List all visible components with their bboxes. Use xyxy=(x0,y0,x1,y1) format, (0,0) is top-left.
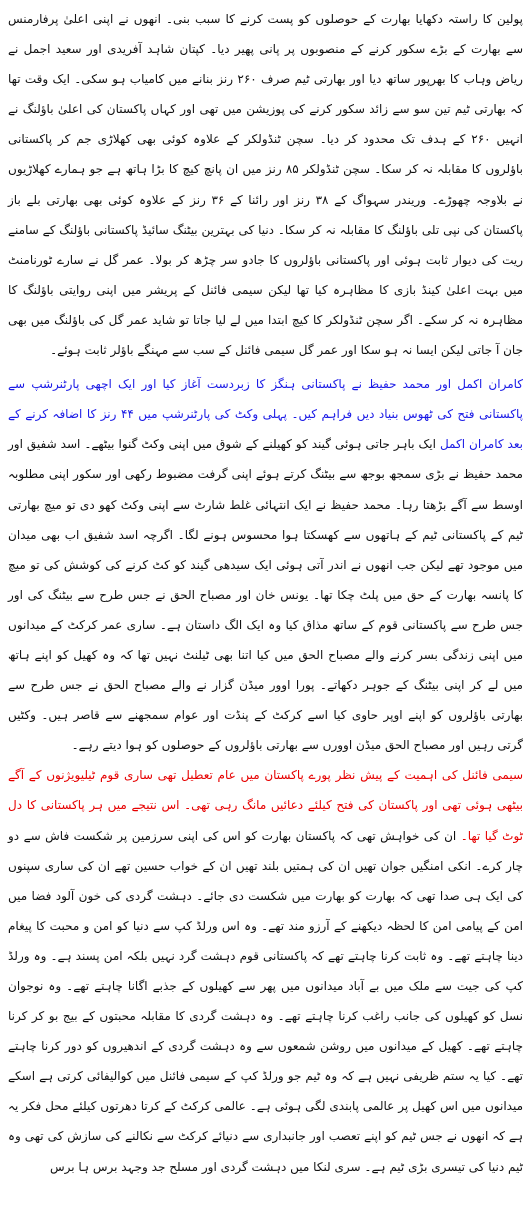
paragraph-2 xyxy=(8,369,523,760)
paragraph-3 xyxy=(8,760,523,1181)
paragraph-3-highlight: سیمی فائنل کی اہمیت کے پیش نظر پورے پاکستان میں عام تعطیل تھی ساری قوم ٹیلیویژنوں کے آگے بیٹھی ہوئی تھی اور پاکستان کی فتح کیلئے دعائیں مانگ رہی تھی۔ اس نتیجے میں ہر پاکستانی کا دل ٹوٹ گیا تھا۔ xyxy=(8,768,523,843)
paragraph-2-text: ایک باہر جاتی ہوئی گیند کو کھیلنے کے شوق میں اپنی وکٹ گنوا بیٹھے۔ اسد شفیق اور محمد حفیظ نے بڑی سمجھ بوجھ سے بیٹنگ کرتے ہوئے اپنی گرفت مضبوط رکھی اور سکور اپنی مطلوبہ اوسط سے آگے بڑھتا رہا۔ محمد حفیظ نے ایک انتہائی غلط شارٹ سے اپنی وکٹ کھو دی تو میچ بھارتی ٹیم کے پاکستانی ٹیم کے ہاتھوں سے کھسکتا ہوا محسوس ہونے لگا۔ اگرچہ اسد شفیق اب بھی میدان میں موجود تھے لیکن جب انھوں نے اندر آتی ہوئی ایک سیدھی گیند کو کٹ کرنے کی کوشش کی تو میچ کا پانسہ بھارت کے حق میں پلٹ چکا تھا۔ یونس خان اور مصباح الحق نے جس طرح سے بیٹنگ کی اور جس طرح سے پاکستانی قوم کے ساتھ مذاق کیا وہ ایک الگ داستان ہے۔ ساری عمر کرکٹ کے میدانوں میں اپنی زندگی بسر کرنے والے مصباح الحق میں کیا اتنا بھی ٹیلنٹ نہیں تھا کہ وہ کھیل کو اپنے ہاتھ میں لے کر اپنی بیٹنگ کے جوہر دکھاتے۔ پورا اوور میڈن گزار نے والے مصباح الحق نے جس طرح سے بھارتی باؤلروں کو اپنے اوپر حاوی کیا اسے کرکٹ کے پنڈت اور عوام سمجھنے سے قاصر ہیں۔ وکٹیں گرتی رہیں اور مصباح الحق میڈن اوورں سے بھارتی باؤلروں کے حوصلوں کو ہوا دیتے رہے۔ xyxy=(8,437,523,753)
paragraph-1-text: پولین کا راستہ دکھایا بھارت کے حوصلوں کو پست کرنے کا سبب بنی۔ انھوں نے اپنی اعلیٰ پرفارمنس سے بھارت کے بڑے سکور کرنے کے منصوبوں پر پانی پھیر دیا۔ کپتان شاہد آفریدی اور سعید اجمل نے ریاض وہاب کا بھرپور ساتھ دیا اور بھارتی ٹیم صرف ۲۶۰ رنز بنانے میں کامیاب ہو سکی۔ ایک وقت تھا کہ بھارتی ٹیم تین سو سے زائد سکور کرنے کی پوزیشن میں تھی اور کہاں پاکستان کی اعلیٰ باؤلنگ نے انہیں ۲۶۰ کے ہدف تک محدود کر دیا۔ سچن ٹنڈولکر کے علاوہ کوئی بھی کھلاڑی جم کر پاکستانی باؤلروں کا مقابلہ نہ کر سکا۔ سچن ٹنڈولکر ۸۵ رنز میں ان پانچ کیچ کا بڑا ہاتھ ہے جو ہمارے کھلاڑیوں نے بلاوجہ چھوڑے۔ وریندر سہواگ کے ۳۸ رنز اور رائنا کے ۳۶ رنز کے علاوہ کوئی بھی بھارتی بلے باز پاکستان کی نپی تلی باؤلنگ کا مقابلہ نہ کر سکا۔ دنیا کی بہترین بیٹنگ سائیڈ پاکستانی باؤلنگ کے سامنے ریت کی دیوار ثابت ہوئی اور پاکستانی باؤلروں کا جادو سر چڑھ کر بولا۔ عمر گل نے سارے ٹورنامنٹ میں بہت اعلیٰ کینڈ بازی کا مظاہرہ کیا تھا لیکن سیمی فائنل کے پریشر میں اپنی روایتی باؤلنگ کا مظاہرہ نہ کر سکے۔ اگر سچن ٹنڈولکر کا کیچ ابتدا میں لے لیا جاتا تو شاید عمر گل کی باؤلنگ میں بھی جان آ جاتی لیکن ایسا نہ ہو سکا اور عمر گل سیمی فائنل کے سب سے مہنگے باؤلر ثابت ہوئے۔ xyxy=(8,12,523,358)
paragraph-2-highlight: کامران اکمل اور محمد حفیظ نے پاکستانی ہنگز کا زبردست آغاز کیا اور ایک اچھی پارٹنرشپ سے پاکستانی فتح کی ٹھوس بنیاد دیں فراہم کیں۔ پہلی وکٹ کی پارٹنرشپ میں ۴۴ رنز کا اضافہ کرنے کے بعد کامران اکمل xyxy=(8,377,524,452)
paragraph-1 xyxy=(8,4,523,365)
paragraph-3-text: ان کی خواہش تھی کہ پاکستان بھارت کو اس کی اپنی سرزمین پر شکست فاش سے دو چار کرے۔ انکی امنگیں جوان تھیں ان کی ہمتیں بلند تھیں ان کے خواب حسین تھے ان کی ساری سپنوں کی ایک ہی صدا تھی کہ بھارت کو بھارت میں شکست دی جائے۔ دہشت گردی کی خون آلود فضا میں امن کے پیامی امن کا لحظہ دیکھنے کے آرزو مند تھے۔ وہ اس ورلڈ کپ سے دنیا کو امن و محبت کا پیغام دینا چاہتے تھے۔ وہ ثابت کرنا چاہتے تھے کہ پاکستانی قوم دہشت گرد نہیں بلکہ امن پسند ہے۔ وہ ورلڈ کپ کی جیت سے ملک میں بے آباد میدانوں میں پھر سے کھیلوں کے جذبے اگانا چاہتے تھے۔ وہ نوجوان نسل کو کھیلوں کی جانب راغب کرنا چاہتے تھے۔ وہ دہشت گردی کا مقابلہ محبتوں کے بیج بو کر کرنا چاہتے تھے۔ کھیل کے میدانوں میں روشن شمعوں سے وہ دہشت گردی کے اندھیروں کو دور کرنا چاہتے تھے۔ کیا یہ ستم ظریفی نہیں ہے کہ وہ ٹیم جو ورلڈ کپ کے سیمی فائنل میں کوالیفائی کرتی ہے اسکے میدانوں میں اس کھیل پر عالمی پابندی لگی ہوئی ہے۔ عالمی کرکٹ کے کرتا دھرتوں کیلئے محل فکر یہ ہے کہ انھوں نے جس ٹیم کو اپنے تعصب اور جانبداری سے دنیائے کرکٹ سے نکالنے کی سازش کی تھی وہ ٹیم دنیا کی تیسری بڑی ٹیم ہے۔ سری لنکا میں دہشت گردی اور مسلح جد وجہد برس ہا برس xyxy=(8,828,523,1174)
